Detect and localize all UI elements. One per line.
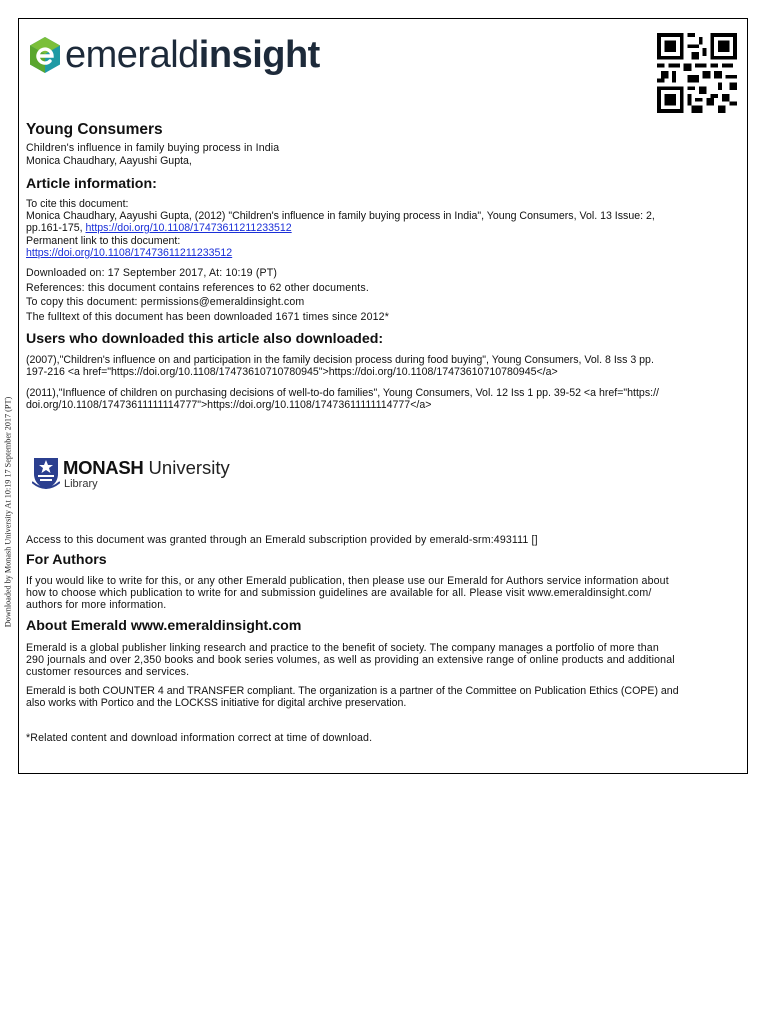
monash-name-bold: MONASH — [63, 457, 144, 478]
about-para2-line1: Emerald is both COUNTER 4 and TRANSFER compliant. The organization is a partner of the Committee on Publication Ethics (COPE) and — [26, 685, 679, 697]
download-stamp-text: Downloaded by Monash University At 10:19 17 September 2017 (PT) — [3, 396, 13, 628]
permanent-link-label: Permanent link to this document: — [26, 235, 181, 247]
references-count: References: this document contains references to 62 other documents. — [26, 282, 369, 294]
logo-word-emerald: emerald — [65, 34, 199, 76]
downloaded-on: Downloaded on: 17 September 2017, At: 10:19 (PT) — [26, 267, 278, 279]
article-authors: Monica Chaudhary, Aayushi Gupta, — [26, 155, 192, 167]
logo-word-insight: insight — [198, 34, 320, 76]
logo-wordmark — [65, 36, 320, 74]
article-title: Children's influence in family buying process in India — [26, 142, 280, 154]
citation-pages-line — [26, 222, 292, 234]
monash-crest-icon — [32, 456, 60, 490]
emerald-e-icon — [28, 35, 62, 75]
about-para2-line2: also works with Portico and the LOCKSS initiative for digital archive preservation. — [26, 697, 407, 709]
related-item-2-line2: doi.org/10.1108/17473611111114777">https://doi.org/10.1108/17473611111114777</a> — [26, 399, 432, 411]
fulltext-downloads: The fulltext of this document has been downloaded 1671 times since 2012* — [26, 311, 389, 323]
access-statement: Access to this document was granted through an Emerald subscription provided by emerald-srm:493111 [] — [26, 534, 538, 546]
citation-doi-link[interactable]: https://doi.org/10.1108/17473611211233512 — [85, 222, 292, 234]
related-item-2-line1: (2011),"Influence of children on purchasing decisions of well-to-do families", Young Consumers, Vol. 12 Iss 1 pp. 39-52 <a href="https:// — [26, 387, 659, 399]
permanent-link-line — [26, 247, 232, 259]
about-emerald-heading: About Emerald www.emeraldinsight.com — [26, 618, 302, 634]
emerald-insight-logo[interactable] — [28, 32, 320, 78]
about-para1-line3: customer resources and services. — [26, 666, 190, 678]
monash-wordmark — [63, 457, 230, 479]
download-footnote: *Related content and download information correct at time of download. — [26, 732, 373, 744]
for-authors-heading: For Authors — [26, 552, 107, 568]
for-authors-line3: authors for more information. — [26, 599, 167, 611]
monash-name-rest: University — [143, 457, 230, 478]
download-stamp — [0, 376, 16, 648]
copy-permissions: To copy this document: permissions@emeraldinsight.com — [26, 296, 305, 308]
journal-title: Young Consumers — [26, 121, 163, 138]
for-authors-line1: If you would like to write for this, or any other Emerald publication, then please use our Emerald for Authors service information about — [26, 575, 669, 587]
citation-pages: pp.161-175, — [26, 222, 86, 234]
related-item-1-line2: 197-216 <a href="https://doi.org/10.1108/17473610710780945">https://doi.org/10.1108/17473610710780945</a> — [26, 366, 558, 378]
article-info-heading: Article information: — [26, 176, 157, 192]
about-para1-line1: Emerald is a global publisher linking research and practice to the benefit of society. The company manages a portfolio of more than — [26, 642, 659, 654]
also-downloaded-heading: Users who downloaded this article also downloaded: — [26, 331, 384, 347]
monash-library-label: Library — [64, 478, 98, 490]
related-item-1-line1: (2007),"Children's influence on and participation in the family decision process during food buying", Young Consumers, Vol. 8 Iss 3 pp. — [26, 354, 654, 366]
monash-library-logo — [32, 456, 242, 492]
permanent-link[interactable]: https://doi.org/10.1108/17473611211233512 — [26, 247, 233, 259]
cite-label: To cite this document: — [26, 198, 129, 210]
qr-code-icon[interactable] — [657, 33, 737, 113]
for-authors-line2: how to choose which publication to write for and submission guidelines are available for all. Please visit www.emeraldinsight.com/ — [26, 587, 652, 599]
citation-text: Monica Chaudhary, Aayushi Gupta, (2012) "Children's influence in family buying process in India", Young Consumers, Vol. 13 Issue: 2, — [26, 210, 655, 222]
about-para1-line2: 290 journals and over 2,350 books and book series volumes, as well as providing an extensive range of online products and additional — [26, 654, 675, 666]
